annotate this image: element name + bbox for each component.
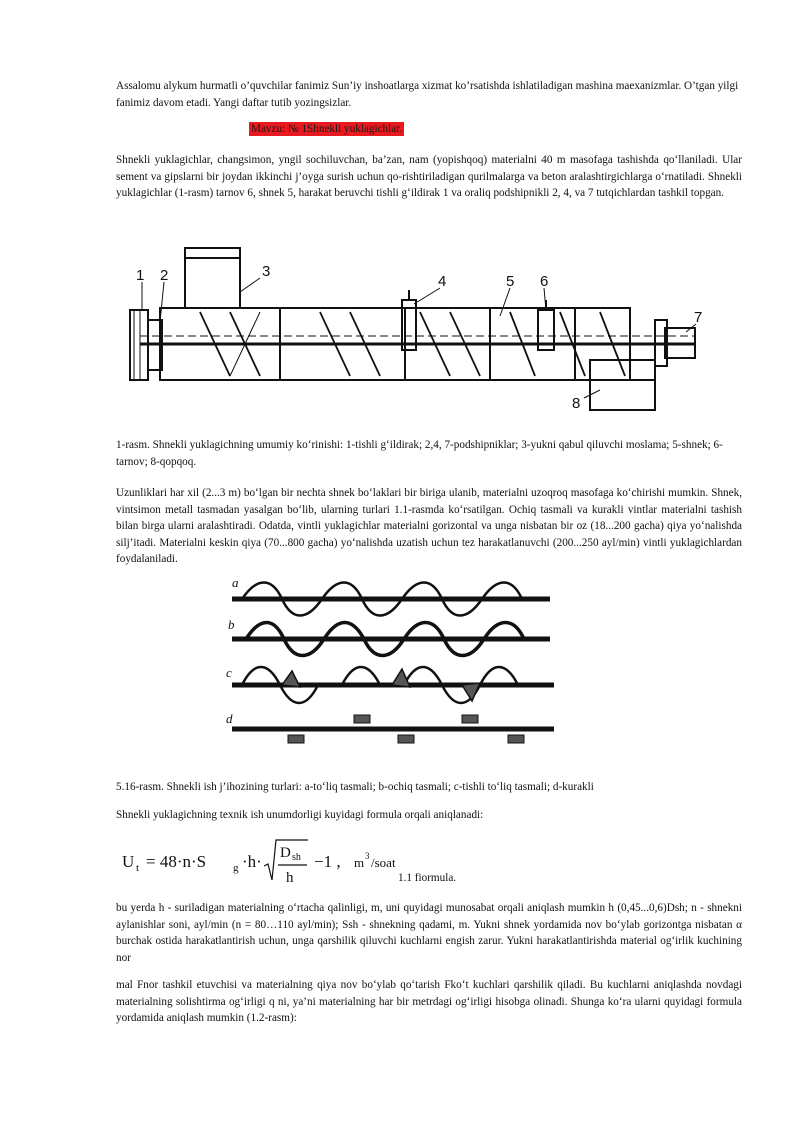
formula-lhs-sub: t xyxy=(136,862,140,874)
formula-s-sub: g xyxy=(233,862,239,874)
screw-conveyor-figure xyxy=(120,240,720,420)
fig2-label-d: d xyxy=(226,711,233,726)
formula-unit: m xyxy=(354,855,365,870)
fig1-label-2: 2 xyxy=(160,267,169,284)
formula-lhs: U xyxy=(122,852,135,871)
fig1-label-8: 8 xyxy=(572,395,581,412)
formula-unit-sup: 3 xyxy=(365,851,370,861)
fig1-label-7: 7 xyxy=(694,309,703,326)
formula-mid: ·h· xyxy=(242,852,262,871)
figure-2-caption: 5.16-rasm. Shnekli ish j’ihozining turlari: a-to‘liq tasmali; b-ochiq tasmali; c-tishli to‘liq tasmali; d-kurakli xyxy=(116,781,594,793)
paragraph-5: mal Fnor tashkil etuvchisi va materialning qiya nov bo‘ylab qo‘tarish Fko‘t kuchlari qarshilik qiladi. Bu kuchlarni aniqlashda novdagi materialning solishtirma og‘irligi q ni, ya’ni materialning har bir metrdagi og‘irligi hisobga olinadi. Shunga ko‘ra ularni quyidagi formula yordamida aniqlash mumkin (1.2-rasm): xyxy=(116,979,742,1024)
fig1-label-6: 6 xyxy=(540,273,549,290)
formula-numerator: D xyxy=(280,845,291,861)
screw-types-figure xyxy=(222,575,558,755)
fig1-label-4: 4 xyxy=(438,273,447,290)
figure-1-caption: 1-rasm. Shnekli yuklagichning umumiy ko‘rinishi: 1-tishli g‘ildirak; 2,4, 7-podshipniklar; 3-yukni qabul qiluvchi moslama; 5-shnek; 6-tarnov; 8-qopqoq. xyxy=(116,439,723,468)
paragraph-2: Uzunliklari har xil (2...3 m) bo‘lgan bir nechta shnek bo‘laklari bir biriga ulanib, materialni uzoqroq masofaga ko‘chirishi mumkin. Shnek, vintsimon metall tasmadan yasalgan bo‘lib, ularning turlari 1.1-rasmda ko‘rsatilgan. Ochiq tasmali va kurakli vintlar materialni tashish bilan birga ularni aralashtiradi. Odatda, vintli yuklagichlar materialni gorizontal va unga nisbatan bir oz (18...200 gacha) qiya yo‘nalishda silj’itadi. Materialni keskin qiya (70...800 gacha) yo‘nalishda uzatish uchun tez harakatlanuvchi (200...250 ayl/min) vintli yuklagichlardan foydalaniladi. xyxy=(116,487,742,565)
formula-numerator-sub: sh xyxy=(292,852,301,863)
productivity-formula xyxy=(120,836,420,888)
formula-denominator: h xyxy=(286,870,294,886)
intro-paragraph: Assalomu alykum hurmatli o’quvchilar fanimiz Sun’iy inshoatlarga xizmat ko’rsatishda ishlatiladigan mashina maexanizmlar. O’tgan yilgi fanimiz davom etadi. Yangi daftar tutib yozingsizlar. xyxy=(116,80,739,109)
paragraph-4: bu yerda h - suriladigan materialning o‘rtacha qalinligi, m, uni quyidagi munosabat orqali aniqlash mumkin h (0,45...0,6)Dsh; n - shnekni aylanishlar soni, ayl/min (n = 80…110 ayl/min); Ssh - shnekning qadami, m. Yukni shnek yordamida nov bo‘ylab gorizontga nisbatan α burchak ostida harakatlantirish uchun, unga qarshilik qiluvchi kuchlarni engish zarur. Yukni harakatlantirishda material og‘irlik kuchining nor xyxy=(116,902,742,964)
fig2-label-a: a xyxy=(232,575,239,590)
formula-note: 1.1 fiormula. xyxy=(398,872,457,884)
fig2-label-b: b xyxy=(228,617,235,632)
paragraph-3: Shnekli yuklagichning texnik ish unumdorligi kuyidagi formula orqali aniqlanadi: xyxy=(116,809,484,821)
formula-body: = 48·n·S xyxy=(146,852,207,871)
fig1-label-5: 5 xyxy=(506,273,515,290)
fig1-label-3: 3 xyxy=(262,263,271,280)
fig2-label-c: c xyxy=(226,665,232,680)
topic-title: Mavzu: № 1Shnekli yuklagichlar. xyxy=(251,123,403,135)
formula-unit-tail: /soat xyxy=(371,855,396,870)
formula-tail: −1 , xyxy=(314,852,341,871)
paragraph-1: Shnekli yuklagichlar, changsimon, yngil sochiluvchan, ba’zan, nam (yopishqoq) materialni 40 m masofaga tashishda qo‘llaniladi. Ular sement va gipslarni bir joydan ikkinchi j’oyga surish uchun qo-rishtiriladigan qurilmalarga va beton aralashtirgichlarga o‘rnatiladi. Shnekli yuklagichlar (1-rasm) tarnov 6, shnek 5, harakat beruvchi tishli g‘ildirak 1 va oraliq podshipnikli 2, 4, va 7 tutqichlardan tashkil topgan. xyxy=(116,154,742,199)
fig1-label-1: 1 xyxy=(136,267,145,284)
